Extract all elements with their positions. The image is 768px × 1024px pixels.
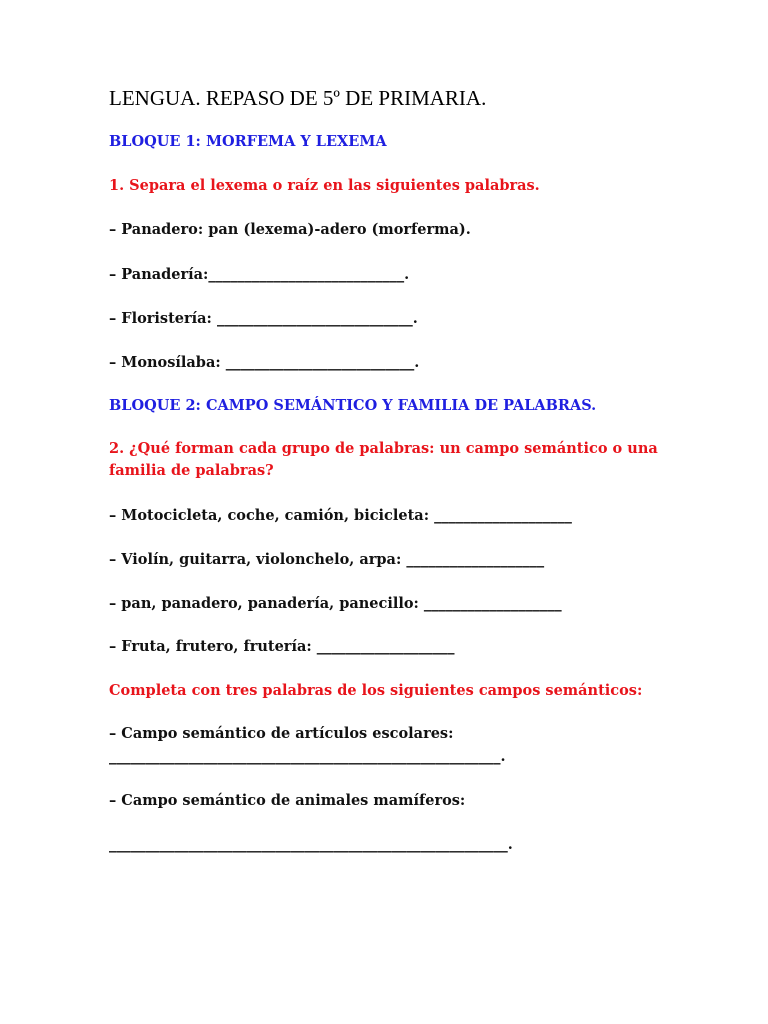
answer-blank-articulos-escolares: ______________________________________________________.: [109, 748, 506, 765]
question-1: 1. Separa el lexema o raíz en las siguientes palabras.: [109, 177, 540, 194]
page-title: LENGUA. REPASO DE 5º DE PRIMARIA.: [109, 86, 487, 110]
bloque-1-heading: BLOQUE 1: MORFEMA Y LEXEMA: [109, 133, 387, 150]
question-3: Completa con tres palabras de los siguientes campos semánticos:: [109, 682, 643, 699]
exercise-item-panadero: – Panadero: pan (lexema)-adero (morferma).: [109, 221, 471, 238]
bloque-2-heading: BLOQUE 2: CAMPO SEMÁNTICO Y FAMILIA DE PALABRAS.: [109, 397, 597, 414]
exercise-item-floristeria: – Floristería: ___________________________.: [109, 310, 418, 327]
answer-blank-animales-mamiferos: _______________________________________________________.: [109, 836, 513, 853]
exercise-item-pan: – pan, panadero, panadería, panecillo: ___________________: [109, 595, 562, 612]
exercise-item-animales-mamiferos: – Campo semántico de animales mamíferos:: [109, 792, 466, 809]
exercise-item-panaderia: – Panadería:___________________________.: [109, 266, 410, 283]
exercise-item-articulos-escolares: – Campo semántico de artículos escolares:: [109, 725, 454, 742]
exercise-item-instrumentos: – Violín, guitarra, violonchelo, arpa: ___________________: [109, 551, 545, 568]
exercise-item-monosilaba: – Monosílaba: __________________________.: [109, 354, 420, 371]
question-2-line-1: 2. ¿Qué forman cada grupo de palabras: un campo semántico o una: [109, 440, 658, 457]
question-2-line-2: familia de palabras?: [109, 462, 274, 479]
exercise-item-vehiculos: – Motocicleta, coche, camión, bicicleta: ___________________: [109, 507, 572, 524]
exercise-item-fruta: – Fruta, frutero, frutería: ___________________: [109, 638, 455, 655]
